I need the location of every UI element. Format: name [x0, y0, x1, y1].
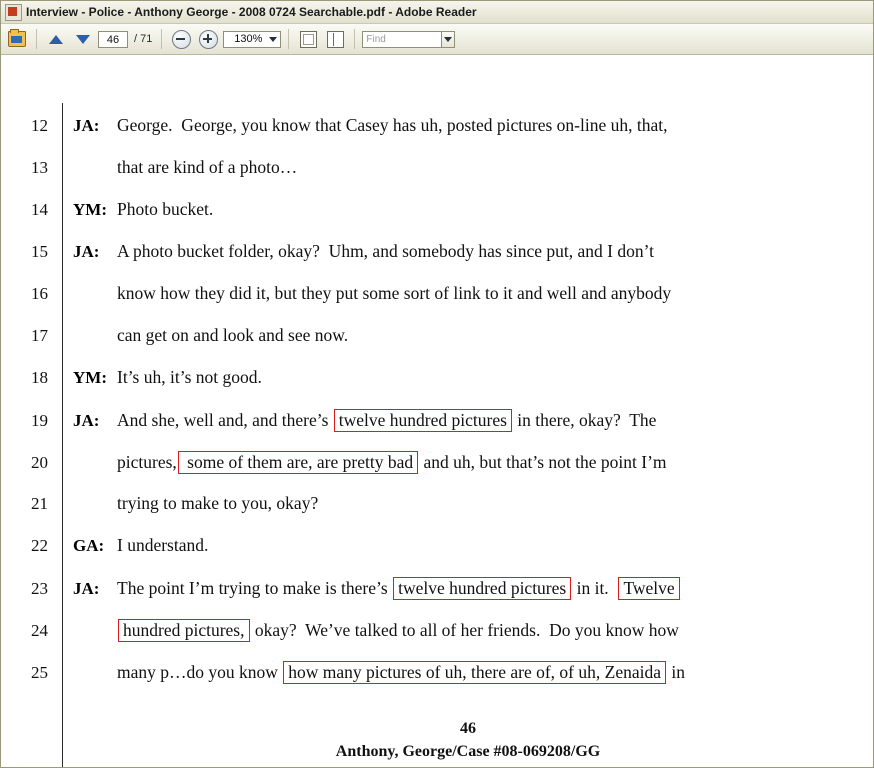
transcript-text: [117, 283, 873, 304]
transcript-text: [117, 367, 873, 388]
zoom-in-button[interactable]: [196, 27, 220, 51]
text-run: in it.: [572, 578, 618, 598]
text-run: okay? We’ve talked to all of her friends. Do you know how: [250, 620, 679, 640]
transcript-lines: [1, 67, 873, 703]
zoom-in-icon: [199, 30, 218, 49]
document-viewport[interactable]: [1, 55, 873, 767]
toolbar-separator: [161, 29, 162, 49]
transcript-line: [1, 577, 873, 619]
line-number: 20: [31, 453, 48, 472]
highlight-box: how many pictures of uh, there are of, of uh, Zenaida: [283, 661, 666, 684]
transcript-line: [1, 619, 873, 661]
transcript-line: [1, 199, 873, 241]
toolbar-separator: [354, 29, 355, 49]
text-run: It’s uh, it’s not good.: [117, 367, 262, 387]
chevron-down-icon: [444, 37, 452, 42]
fit-page-icon: [300, 31, 317, 48]
transcript-line: [1, 493, 873, 535]
open-file-button[interactable]: [5, 27, 29, 51]
text-run: in: [667, 662, 685, 682]
pdf-page: [1, 55, 873, 767]
transcript-text: [117, 325, 873, 346]
text-run: pictures,: [117, 452, 177, 472]
speaker-label: JA:: [73, 242, 100, 261]
line-number: 19: [31, 411, 48, 430]
text-run: A photo bucket folder, okay? Uhm, and somebody has since put, and I don’t: [117, 241, 654, 261]
fit-width-button[interactable]: [323, 27, 347, 51]
text-run: many p…do you know: [117, 662, 283, 682]
text-run: And she, well and, and there’s: [117, 410, 333, 430]
highlight-box: twelve hundred pictures: [393, 577, 571, 600]
open-file-icon: [8, 31, 26, 47]
zoom-level-value: 130%: [234, 32, 263, 45]
line-number: 18: [31, 368, 48, 387]
arrow-up-icon: [49, 35, 63, 44]
transcript-text: [117, 241, 873, 262]
text-run: The point I’m trying to make is there’s: [117, 578, 393, 598]
line-number: 21: [31, 494, 48, 513]
text-run: in there, okay? The: [512, 410, 657, 430]
line-number: 13: [31, 158, 48, 177]
toolbar-separator: [288, 29, 289, 49]
transcript-text: [117, 157, 873, 178]
transcript-text: [117, 493, 873, 514]
arrow-down-icon: [76, 35, 90, 44]
page-footer: [63, 720, 873, 761]
highlight-box: twelve hundred pictures: [334, 409, 512, 432]
text-run: know how they did it, but they put some sort of link to it and well and anybody: [117, 283, 672, 303]
text-run: and uh, but that’s not the point I’m: [419, 452, 667, 472]
footer-case-number: Anthony, George/Case #08-069208/GG: [335, 743, 601, 760]
find-dropdown-button[interactable]: [442, 31, 455, 48]
speaker-label: YM:: [73, 368, 107, 387]
transcript-line: [1, 451, 873, 493]
find-input[interactable]: Find: [362, 31, 442, 48]
page-count-label: / 71: [134, 33, 153, 45]
transcript-text: [117, 199, 873, 220]
transcript-text: [117, 661, 873, 684]
title-bar: [1, 1, 873, 24]
pdf-document-icon: [5, 4, 22, 21]
highlight-box: Twelve: [618, 577, 679, 600]
chevron-down-icon: [269, 37, 277, 42]
previous-page-button[interactable]: [44, 27, 68, 51]
highlight-box: hundred pictures,: [118, 619, 250, 642]
transcript-text: [117, 577, 873, 600]
page-number-input[interactable]: 46: [98, 31, 128, 48]
transcript-text: [117, 451, 873, 474]
zoom-level-combobox[interactable]: [223, 31, 281, 48]
zoom-out-icon: [172, 30, 191, 49]
text-run: can get on and look and see now.: [117, 325, 349, 345]
transcript-text: [117, 115, 873, 136]
footer-page-number: 46: [460, 720, 476, 737]
line-number: 16: [31, 284, 48, 303]
transcript-line: [1, 325, 873, 367]
speaker-label: GA:: [73, 536, 105, 555]
line-number: 12: [31, 116, 48, 135]
line-number: 23: [31, 579, 48, 598]
window-title: Interview - Police - Anthony George - 2008 0724 Searchable.pdf - Adobe Reader: [26, 5, 477, 19]
speaker-label: JA:: [73, 579, 100, 598]
speaker-label: YM:: [73, 200, 107, 219]
transcript-line: [1, 241, 873, 283]
transcript-line: [1, 367, 873, 409]
fit-width-icon: [327, 31, 344, 48]
line-number: 24: [31, 621, 48, 640]
next-page-button[interactable]: [71, 27, 95, 51]
speaker-label: JA:: [73, 411, 100, 430]
transcript-line: [1, 535, 873, 577]
transcript-line: [1, 409, 873, 451]
line-number: 14: [31, 200, 48, 219]
line-number: 25: [31, 663, 48, 682]
transcript-line: [1, 115, 873, 157]
transcript-text: [117, 409, 873, 432]
line-number: 22: [31, 536, 48, 555]
highlight-box: some of them are, are pretty bad: [178, 451, 418, 474]
text-run: I understand.: [117, 535, 209, 555]
transcript-line: [1, 661, 873, 703]
transcript-text: [117, 619, 873, 642]
line-number: 15: [31, 242, 48, 261]
text-run: Photo bucket.: [117, 199, 214, 219]
speaker-label: JA:: [73, 116, 100, 135]
transcript-line: [1, 157, 873, 199]
zoom-out-button[interactable]: [169, 27, 193, 51]
toolbar: [1, 24, 873, 55]
transcript-line: [1, 283, 873, 325]
text-run: that are kind of a photo…: [117, 157, 298, 177]
toolbar-separator: [36, 29, 37, 49]
fit-page-button[interactable]: [296, 27, 320, 51]
line-number: 17: [31, 326, 48, 345]
transcript-text: [117, 535, 873, 556]
text-run: trying to make to you, okay?: [117, 493, 319, 513]
text-run: George. George, you know that Casey has uh, posted pictures on-line uh, that,: [117, 115, 668, 135]
